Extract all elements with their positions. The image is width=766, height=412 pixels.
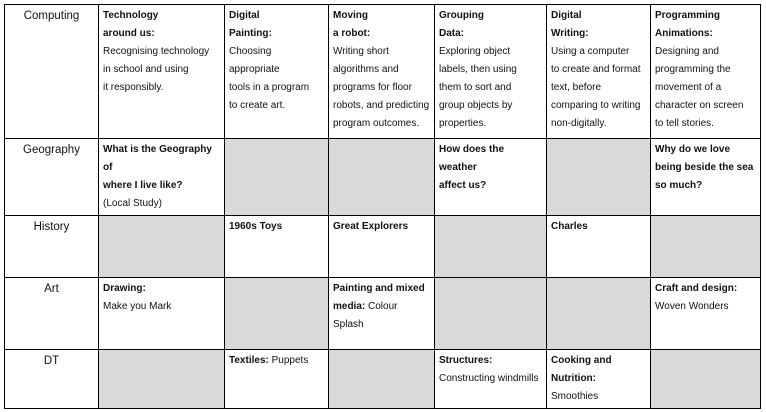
topic-title: Nutrition:: [551, 373, 596, 384]
subject-label: History: [5, 216, 99, 278]
topic-detail: to tell stories.: [655, 118, 714, 129]
topic-title: Drawing:: [103, 283, 146, 294]
topic-title: Data:: [439, 28, 465, 39]
topic-title: How does the weather: [439, 144, 505, 173]
topic-title: around us:: [103, 28, 155, 39]
topic-cell: [329, 216, 435, 278]
topic-detail: robots, and predicting: [333, 100, 430, 111]
topic-title-text: Painting and mixed: [333, 283, 425, 294]
topic-cell: [99, 278, 225, 350]
subject-label: Art: [5, 278, 99, 350]
topic-title-text: media:: [333, 301, 366, 312]
topic-title: Structures:: [439, 355, 493, 366]
subject-label: Computing: [5, 5, 99, 139]
topic-detail: comparing to writing: [551, 100, 641, 111]
topic-title: so much?: [655, 180, 703, 191]
topic-detail: non-digitally.: [551, 118, 607, 129]
topic-cell: [651, 278, 761, 350]
topic-title-text: Textiles:: [229, 355, 269, 366]
topic-title: a robot:: [333, 28, 371, 39]
topic-cell: [435, 5, 547, 139]
topic-detail: labels, then using: [439, 64, 517, 75]
topic-detail: it responsibly.: [103, 82, 164, 93]
topic-title: being beside the sea: [655, 162, 754, 173]
topic-title: Programming: [655, 10, 721, 21]
topic-title: What is the Geography of: [103, 144, 212, 173]
empty-cell: [651, 350, 761, 409]
topic-detail: movement of a: [655, 82, 722, 93]
topic-title: Digital: [229, 10, 260, 21]
topic-detail: Choosing appropriate: [229, 46, 280, 75]
empty-cell: [225, 139, 329, 216]
topic-cell: [225, 350, 329, 409]
topic-cell: [225, 5, 329, 139]
empty-cell: [435, 216, 547, 278]
topic-detail: them to sort and: [439, 82, 512, 93]
curriculum-table-wrapper: [4, 4, 761, 409]
topic-cell: [547, 350, 651, 409]
topic-cell: [651, 5, 761, 139]
topic-cell: [435, 139, 547, 216]
topic-detail: Using a computer: [551, 46, 630, 57]
topic-detail: (Local Study): [103, 198, 162, 209]
topic-title: [333, 298, 430, 334]
topic-cell: [99, 5, 225, 139]
topic-detail: character on screen: [655, 100, 744, 111]
topic-detail: to create and format: [551, 64, 641, 75]
topic-detail: Exploring object: [439, 46, 511, 57]
topic-title: Moving: [333, 10, 368, 21]
table-row: [5, 5, 761, 139]
empty-cell: [329, 350, 435, 409]
table-row: [5, 350, 761, 409]
empty-cell: [99, 216, 225, 278]
topic-detail: Make you Mark: [103, 301, 172, 312]
topic-title: Technology: [103, 10, 159, 21]
table-row: [5, 278, 761, 350]
topic-title: Great Explorers: [333, 221, 409, 232]
topic-detail: Smoothies: [551, 391, 599, 402]
topic-detail: group objects by: [439, 100, 513, 111]
empty-cell: [99, 350, 225, 409]
topic-title: Digital: [551, 10, 582, 21]
topic-title: Why do we love: [655, 144, 731, 155]
topic-detail: Woven Wonders: [655, 301, 729, 312]
empty-cell: [651, 216, 761, 278]
subject-label: Geography: [5, 139, 99, 216]
topic-cell: [329, 5, 435, 139]
topic-cell: [225, 216, 329, 278]
topic-cell: [651, 139, 761, 216]
empty-cell: [547, 278, 651, 350]
topic-title: Craft and design:: [655, 283, 738, 294]
topic-detail: text, before: [551, 82, 602, 93]
topic-detail: programming the: [655, 64, 731, 75]
topic-detail: programs for floor: [333, 82, 412, 93]
topic-title: 1960s Toys: [229, 221, 283, 232]
table-row: [5, 216, 761, 278]
topic-detail: properties.: [439, 118, 487, 129]
topic-detail: Colour Splash: [333, 301, 398, 330]
curriculum-table: [4, 4, 761, 409]
topic-cell: [99, 139, 225, 216]
topic-cell: [329, 278, 435, 350]
empty-cell: [329, 139, 435, 216]
topic-detail: in school and using: [103, 64, 189, 75]
topic-cell: [547, 5, 651, 139]
topic-title: Grouping: [439, 10, 484, 21]
topic-detail: Puppets: [268, 355, 309, 366]
topic-detail: Recognising technology: [103, 46, 210, 57]
empty-cell: [435, 278, 547, 350]
topic-cell: [547, 216, 651, 278]
topic-cell: [435, 350, 547, 409]
empty-cell: [547, 139, 651, 216]
subject-label: DT: [5, 350, 99, 409]
topic-detail: Writing short: [333, 46, 389, 57]
table-row: [5, 139, 761, 216]
topic-title: [333, 280, 430, 298]
topic-title: [229, 352, 324, 370]
topic-detail: program outcomes.: [333, 118, 420, 129]
topic-detail: Designing and: [655, 46, 719, 57]
topic-detail: to create art.: [229, 100, 286, 111]
topic-title: affect us?: [439, 180, 487, 191]
topic-title: Painting:: [229, 28, 272, 39]
topic-detail: algorithms and: [333, 64, 399, 75]
topic-title: Animations:: [655, 28, 713, 39]
empty-cell: [225, 278, 329, 350]
topic-title: where I live like?: [103, 180, 183, 191]
topic-title: Cooking and: [551, 355, 612, 366]
topic-title: Writing:: [551, 28, 589, 39]
topic-detail: Constructing windmills: [439, 373, 539, 384]
topic-title: Charles: [551, 221, 588, 232]
topic-detail: tools in a program: [229, 82, 310, 93]
